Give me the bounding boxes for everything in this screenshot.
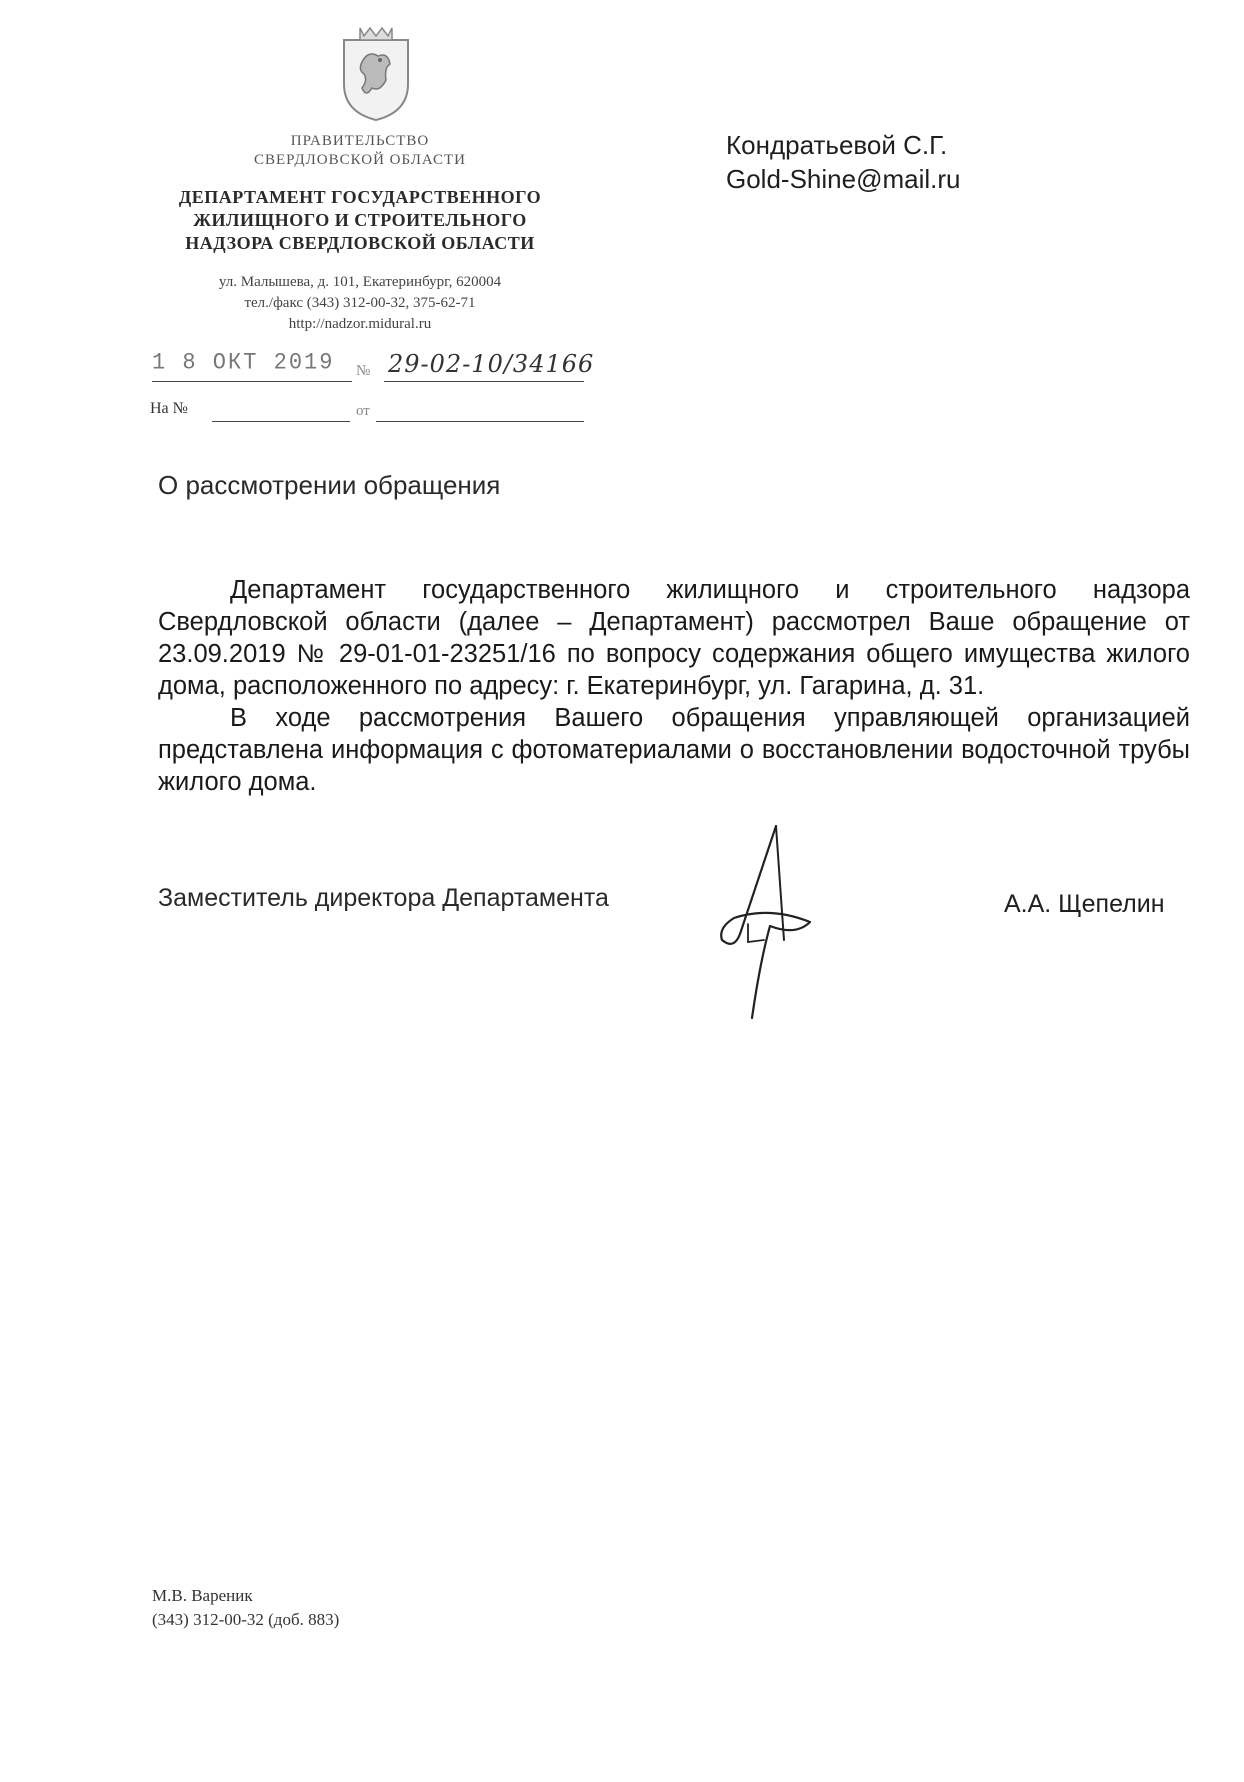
reply-to-underline [212, 421, 350, 422]
registration-date-underline [152, 381, 352, 382]
registration-number: 29-02-10/34166 [388, 350, 595, 378]
letterhead-department [140, 186, 580, 255]
reply-to-label: На № [150, 400, 188, 417]
body-paragraph: В ходе рассмотрения Вашего обращения управляющей организацией представлена информация с фотоматериалами о восстановлении водосточной трубы жилого дома. [158, 704, 1190, 796]
letter-body [158, 574, 1190, 798]
letterhead-department-line: ЖИЛИЩНОГО И СТРОИТЕЛЬНОГО [193, 210, 527, 230]
letterhead-government [140, 132, 580, 170]
signatory-name: А.А. Щепелин [1004, 890, 1165, 918]
letterhead-address: ул. Малышева, д. 101, Екатеринбург, 620004 [218, 274, 502, 290]
registration-date-stamp: 1 8 ОКТ 2019 [152, 349, 335, 376]
letterhead-phone-fax: тел./факс (343) 312-00-32, 375-62-71 [244, 295, 476, 311]
reply-from-underline [376, 421, 584, 422]
handwritten-signature [700, 822, 830, 1022]
recipient-email[interactable]: Gold-Shine@mail.ru [726, 164, 961, 194]
letterhead-government-line: СВЕРДЛОВСКОЙ ОБЛАСТИ [253, 152, 466, 168]
executor-block [152, 1584, 339, 1632]
executor-name: М.В. Вареник [152, 1586, 253, 1605]
coat-of-arms-emblem [338, 22, 414, 122]
signatory-title: Заместитель директора Департамента [158, 884, 609, 912]
letterhead-contacts [140, 272, 580, 335]
recipient-block [726, 128, 960, 196]
registration-number-label: № [356, 363, 371, 379]
registration-number-underline [384, 381, 584, 382]
letterhead-website-link[interactable]: http://nadzor.midural.ru [288, 316, 432, 332]
body-paragraph: Департамент государственного жилищного и строительного надзора Свердловской области (далее – Департамент) рассмотрел Ваше обращение от 23.09.2019 № 29-01-01-23251/16 по вопросу содержания общего имущества жилого дома, расположенного по адресу: г. Екатеринбург, ул. Гагарина, д. 31. [158, 576, 1190, 700]
letterhead-department-line: НАДЗОРА СВЕРДЛОВСКОЙ ОБЛАСТИ [185, 233, 535, 253]
letter-subject: О рассмотрении обращения [158, 470, 501, 500]
reply-from-label: от [356, 403, 370, 419]
letterhead-department-line: ДЕПАРТАМЕНТ ГОСУДАРСТВЕННОГО [178, 187, 542, 207]
recipient-name: Кондратьевой С.Г. [726, 130, 948, 160]
executor-phone: (343) 312-00-32 (доб. 883) [152, 1610, 340, 1629]
letterhead-government-line: ПРАВИТЕЛЬСТВО [290, 133, 430, 149]
